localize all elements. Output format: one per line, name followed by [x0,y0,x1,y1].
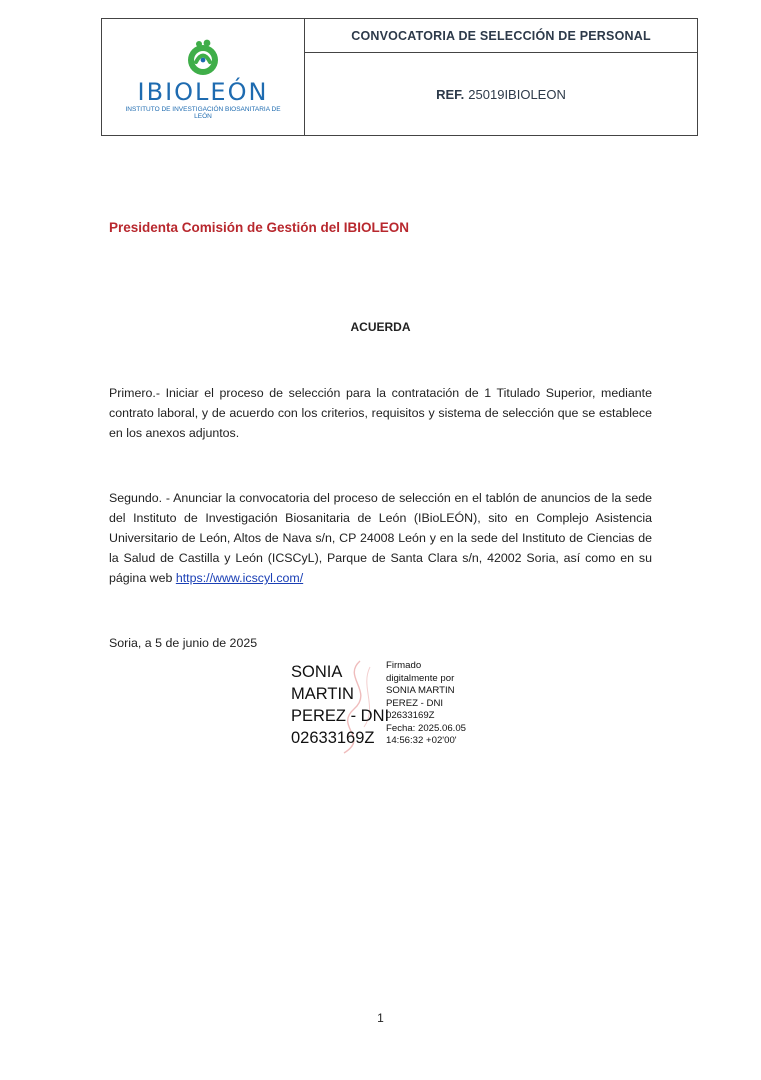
document-title: CONVOCATORIA DE SELECCIÓN DE PERSONAL [305,19,697,53]
acuerda-heading: ACUERDA [350,320,411,334]
signature-name-line: PEREZ - DNI [291,707,390,725]
header-table [101,18,698,136]
signature-detail-line: 14:56:32 +02'00' [386,735,457,746]
signature-name [291,661,389,749]
second-paragraph [109,488,652,588]
signature-detail-line: 02633169Z [386,710,435,721]
reference-label: REF. [436,86,465,102]
signature-detail-line: SONIA MARTIN [386,685,455,696]
signature-name-line: SONIA [291,663,343,681]
first-paragraph: Primero.- Iniciar el proceso de selección para la contratación de 1 Titulado Superior, mediante contrato laboral, y de acuerdo con los criterios, requisitos y sistema de selección que se establece en los anexos adjuntos. [109,386,652,440]
page-number: 1 [377,1011,384,1025]
signature-name-line: 02633169Z [291,729,375,747]
reference-row [305,53,697,135]
signature-detail-line: PEREZ - DNI [386,697,444,709]
logo-subtitle: INSTITUTO DE INVESTIGACIÓN BIOSANITARIA DE LEÓN [125,106,281,121]
signature-detail-line: digitalmente por [386,672,455,684]
signature-name-line: MARTIN [291,685,354,703]
president-heading: Presidenta Comisión de Gestión del IBIOLEON [109,220,410,235]
date-line: Soria, a 5 de junio de 2025 [109,636,258,650]
signature-detail-line: Fecha: 2025.06.05 [386,722,467,734]
ibioleon-logo-icon [183,39,223,77]
logo-name: IBIOLEÓN [137,78,269,106]
signature-detail-line: Firmado [386,660,422,671]
header-right-cell [305,19,697,135]
website-link[interactable]: https://www.icscyl.com/ [175,571,304,585]
logo-cell [102,19,305,135]
reference-value: 25019IBIOLEON [468,86,566,102]
signature-details [386,660,466,748]
second-paragraph-text: Segundo. - Anunciar la convocatoria del proceso de selección en el tablón de anuncios de la sede del Instituto de Investigación Biosanitaria de León (IBioLEÓN), sito en Complejo Asistencia Universitario de León, Altos de Nava s/n, CP 24008 León y en la sede del Instituto de Ciencias de la Salud de Castilla y León (ICSCyL), Parque de Santa Clara s/n, 42002 Soria, así como en su página web [109,491,652,585]
